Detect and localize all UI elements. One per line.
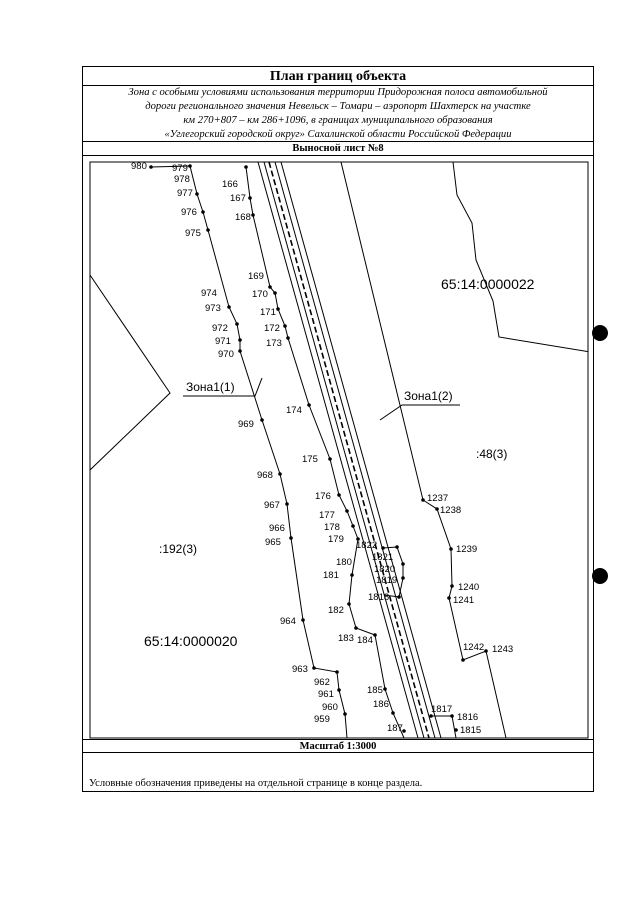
point-label: 179	[328, 534, 344, 545]
road-edge	[264, 162, 424, 738]
point-label: 973	[205, 303, 221, 314]
point-label: 978	[174, 174, 190, 185]
point-label: 1241	[453, 595, 475, 606]
point-label: 962	[314, 677, 330, 688]
map-frame	[90, 162, 588, 738]
point-label: 1242	[463, 642, 485, 653]
point-label: 187	[387, 723, 403, 734]
point-label: 959	[314, 714, 330, 725]
point-label: 979	[172, 163, 188, 174]
point-label: 169	[248, 271, 264, 282]
point-label: 967	[264, 500, 280, 511]
point-label: 180	[336, 557, 352, 568]
parcel-number: 65:14:0000022	[441, 276, 535, 292]
road-edge	[281, 162, 441, 738]
point-label: 976	[181, 207, 197, 218]
map-lines	[90, 162, 590, 738]
page-title: План границ объекта	[83, 67, 593, 86]
point-label: 966	[269, 523, 285, 534]
point-label: 963	[292, 664, 308, 675]
zone-boundary	[190, 166, 347, 738]
point-label: 1816	[457, 712, 479, 723]
point-label: 961	[318, 689, 334, 700]
point-label: 185	[367, 685, 383, 696]
point-label: 181	[323, 570, 339, 581]
point-label: 186	[373, 699, 389, 710]
zone-label: Зона1(2)	[404, 389, 453, 403]
point-label: 1820	[374, 564, 396, 575]
parcel-boundary	[453, 162, 590, 352]
description-line: км 270+807 – км 286+1096, в границах муниципального образования	[183, 115, 493, 126]
point-label: 1817	[431, 704, 453, 715]
sheet-number: Выносной лист №8	[83, 142, 593, 156]
point-label: 177	[319, 510, 335, 521]
road-axis	[269, 162, 429, 738]
point-label: 171	[260, 307, 276, 318]
point-label: 970	[218, 349, 234, 360]
point-label: 184	[357, 635, 373, 646]
point-label: 972	[212, 323, 228, 334]
point-label: 1818	[368, 592, 390, 603]
zone-label: Зона1(1)	[186, 380, 235, 394]
description-line: дороги регионального значения Невельск – Томари – аэропорт Шахтерск на участке	[145, 101, 531, 112]
point-label: 971	[215, 336, 231, 347]
point-label: 168	[235, 212, 251, 223]
point-label: 175	[302, 454, 318, 465]
parcel-number: 65:14:0000020	[144, 633, 238, 649]
point-label: 969	[238, 419, 254, 430]
legend-note: Условные обозначения приведены на отдельной странице в конце раздела.	[89, 778, 423, 789]
point-label: 183	[338, 633, 354, 644]
point-label: 964	[280, 616, 296, 627]
point-label: 1238	[440, 505, 462, 516]
description-line: «Углегорский городской округ» Сахалинской области Российской Федерации	[164, 129, 512, 140]
point-label: 1819	[376, 575, 398, 586]
description-line: Зона с особыми условиями использования территории Придорожная полоса автомобильной	[128, 87, 548, 98]
point-label: 1821	[372, 552, 394, 563]
point-label: 1815	[460, 725, 482, 736]
point-label: 960	[322, 702, 338, 713]
zone-boundary	[246, 167, 404, 738]
point-label: 1239	[456, 544, 478, 555]
point-label: 965	[265, 537, 281, 548]
point-label: 173	[266, 338, 282, 349]
point-label: 975	[185, 228, 201, 239]
road-edge	[258, 162, 418, 738]
parcel-number: :192(3)	[159, 542, 198, 556]
zone-boundary	[431, 716, 456, 738]
point-label: 1237	[427, 493, 449, 504]
zone-label-leader	[380, 405, 460, 420]
point-label: 1240	[458, 582, 480, 593]
point-label: 1822	[356, 540, 378, 551]
point-label: 167	[230, 193, 246, 204]
point-label: 176	[315, 491, 331, 502]
point-label: 182	[328, 605, 344, 616]
point-label: 977	[177, 188, 193, 199]
point-label: 178	[324, 522, 340, 533]
parcel-boundary	[90, 275, 170, 470]
point-label: 968	[257, 470, 273, 481]
point-label: 980	[131, 161, 147, 172]
point-label: 166	[222, 179, 238, 190]
parcel-number: :48(3)	[476, 447, 508, 461]
point-label: 1243	[492, 644, 514, 655]
point-label: 174	[286, 405, 302, 416]
point-label: 170	[252, 289, 268, 300]
point-label: 172	[264, 323, 280, 334]
map-scale: Масштаб 1:3000	[83, 739, 593, 753]
point-label: 974	[201, 288, 217, 299]
